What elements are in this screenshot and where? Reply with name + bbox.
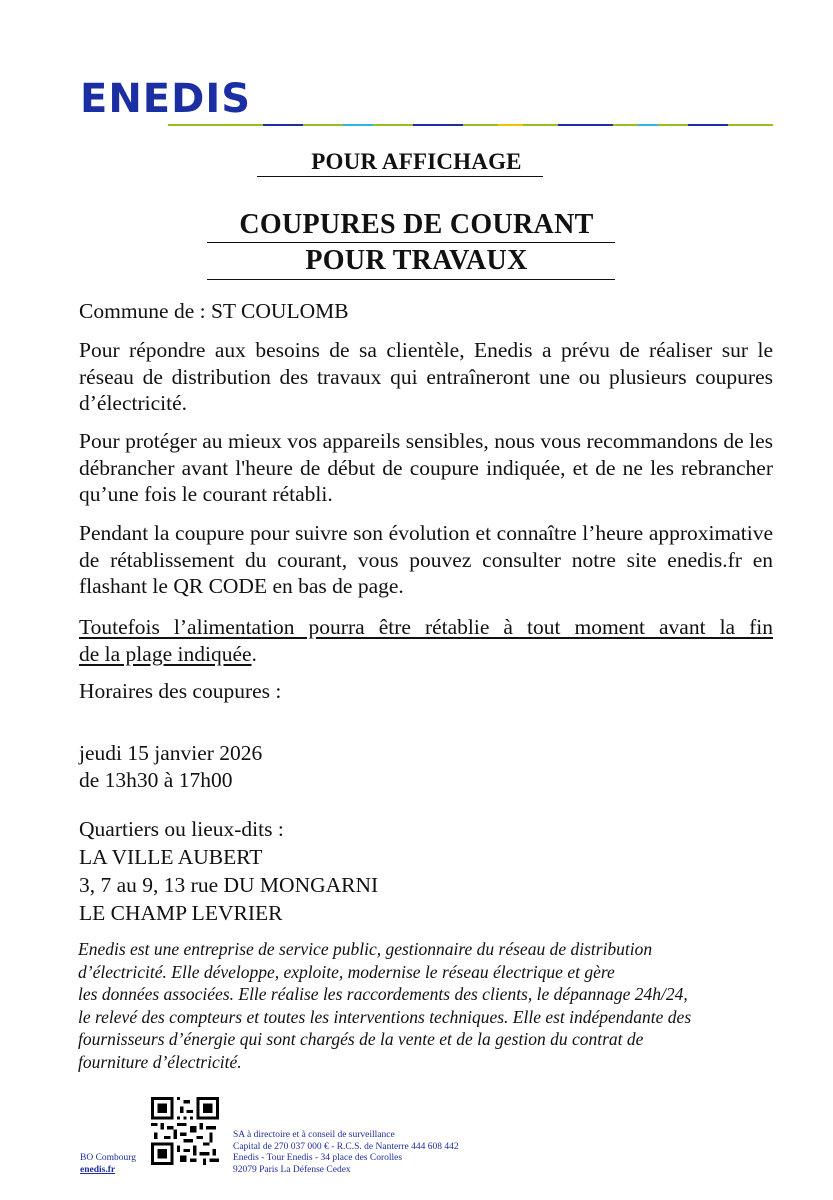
place-item: LA VILLE AUBERT (79, 845, 263, 869)
intro-paragraph: Pour répondre aux besoins de sa clientèle, Enedis a prévu de réaliser sur le réseau de distribution des travaux qui entraîneront une ou plusieurs coupures d’électricité. (79, 338, 773, 415)
commune: Commune de : ST COULOMB (79, 299, 349, 323)
legal-line: 92079 Paris La Défense Cedex (233, 1164, 351, 1175)
company-description (78, 938, 778, 1073)
about-line: fournisseurs d’énergie qui sont chargés de la vente et de la gestion du contrat de (78, 1029, 644, 1049)
schedule-heading: Horaires des coupures : (79, 679, 282, 703)
legal-info (233, 1130, 459, 1176)
place-item: 3, 7 au 9, 13 rue DU MONGARNI (79, 873, 379, 897)
footer-office (80, 1152, 136, 1176)
places-heading: Quartiers ou lieux-dits : (79, 817, 284, 841)
main-title-rule-1 (207, 242, 615, 243)
svg-text:ENEDIS: ENEDIS (80, 78, 252, 122)
advice-paragraph: Pour protéger au mieux vos appareils sensibles, nous vous recommandons de les débrancher avant l'heure de début de coupure indiquée, et de ne les rebrancher qu’une fois le courant rétabli. (79, 429, 773, 506)
outage-date: jeudi 15 janvier 2026 (79, 741, 263, 765)
legal-line: SA à directoire et à conseil de surveillance (233, 1130, 395, 1140)
display-title: POUR AFFICHAGE (311, 149, 522, 174)
places-block (79, 815, 773, 927)
about-line: d’électricité. Elle développe, exploite, modernise le réseau électrique et gère (78, 961, 615, 982)
display-title-underline (257, 176, 543, 177)
qr-code[interactable] (151, 1097, 219, 1165)
about-line: le relevé des compteurs et toutes les interventions techniques. Elle est indépendante des (78, 1006, 692, 1027)
main-title-line2: POUR TRAVAUX (305, 245, 528, 276)
main-title-line1: COUPURES DE COURANT (239, 209, 594, 240)
schedule (79, 740, 773, 793)
outage-time: de 13h30 à 17h00 (79, 767, 233, 792)
about-line: Enedis est une entreprise de service public, gestionnaire du réseau de distribution (78, 939, 653, 959)
main-title (0, 207, 833, 279)
main-title-rule-2 (207, 279, 615, 280)
warning-line-1: Toutefois l’alimentation pourra être rétablie à tout moment avant la fin (79, 615, 773, 639)
tracking-paragraph: Pendant la coupure pour suivre son évolution et connaître l’heure approximative de rétablissement du courant, vous pouvez consulter notre site enedis.fr en flashant le QR CODE en bas de page. (79, 521, 773, 598)
warning-paragraph (79, 614, 773, 667)
brand-color-line (168, 114, 773, 118)
warning-line-2: de la plage indiquée (79, 641, 252, 666)
legal-line: Enedis - Tour Enedis - 34 place des Corolles (233, 1153, 403, 1163)
about-line: les données associées. Elle réalise les raccordements des clients, le dépannage 24h/24, (78, 984, 688, 1004)
legal-line: Capital de 270 037 000 € - R.C.S. de Nanterre 444 608 442 (233, 1141, 459, 1152)
place-item: LE CHAMP LEVRIER (79, 901, 283, 925)
office-name: BO Combourg (80, 1153, 137, 1163)
website-link[interactable]: enedis.fr (80, 1165, 116, 1175)
warning-end: . (251, 641, 257, 666)
about-line: fourniture d’électricité. (78, 1051, 242, 1072)
